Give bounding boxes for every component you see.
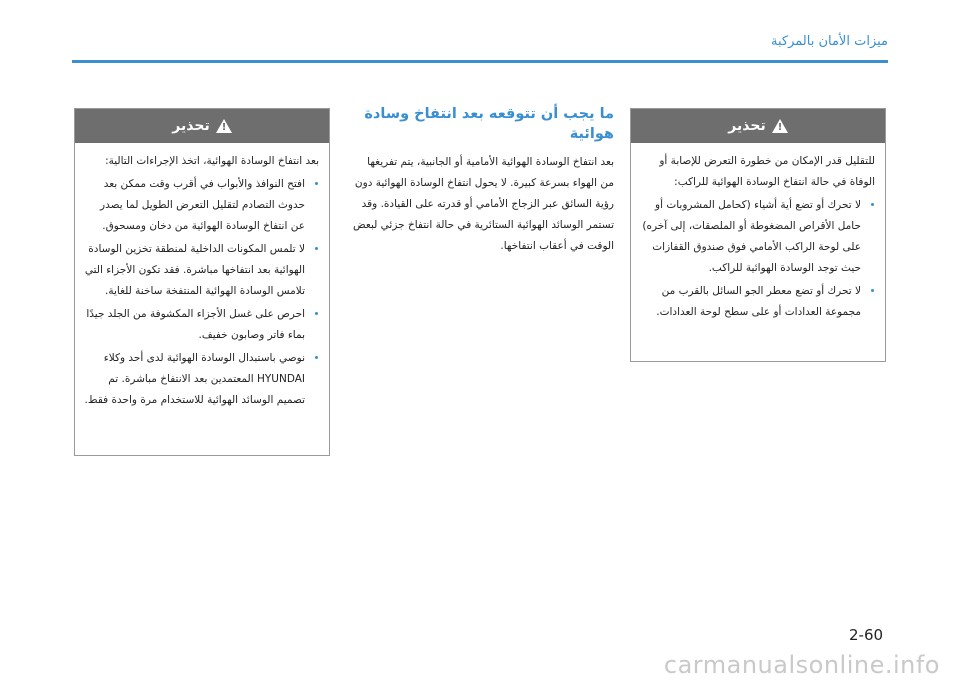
chapter-title: ميزات الأمان بالمركبة xyxy=(771,34,888,49)
warning-intro: للتقليل قدر الإمكان من خطورة التعرض للإصابة أو الوفاة في حالة انتفاخ الوسادة الهوائية للراكب: xyxy=(659,155,875,188)
header-rule xyxy=(72,60,888,63)
warning-panel-right-header xyxy=(631,109,885,143)
warning-panel-left-header xyxy=(75,109,329,143)
warning-panel-left xyxy=(74,108,330,456)
warning-item: • لا تلمس المكونات الداخلية لمنطقة تخزين الوسادة الهوائية بعد انتفاخها مباشرة. فقد تكون الأجزاء التي تلامس الوسادة الهوائية المنتفخة ساخنة للغاية. xyxy=(83,239,305,302)
warning-item: • لا تحرك أو تضع معطر الجو السائل بالقرب من مجموعة العدادات أو على سطح لوحة العدادات. xyxy=(639,281,861,323)
warning-item: • افتح النوافذ والأبواب في أقرب وقت ممكن بعد حدوث التصادم لتقليل التعرض الطويل لما يصدر عن انتفاخ الوسادة الهوائية من دخان ومسحوق. xyxy=(83,174,305,237)
warning-triangle-icon: ! xyxy=(216,119,232,133)
section-title: ما يجب أن تتوقعه بعد انتفاخ وسادة هوائية xyxy=(364,106,614,142)
page-number: 2-60 xyxy=(849,626,884,644)
warning-item: • احرص على غسل الأجزاء المكشوفة من الجلد جيدًا بماء فاتر وصابون خفيف. xyxy=(83,304,305,346)
warning-heading: تحذير xyxy=(728,118,766,134)
section-body: بعد انتفاخ الوسادة الهوائية الأمامية أو الجانبية، يتم تفريغها من الهواء بسرعة كبيرة. لا يحول انتفاخ الوسادة الهوائية دون رؤية السائق عبر الزجاج الأمامي أو قدرته على القيادة. وقد تستمر الوسائد الهوائية الستائرية في حالة انتفاخ جزئي لبعض الوقت في أعقاب انتفاخها. xyxy=(353,156,614,252)
warning-panel-left-body xyxy=(75,143,329,419)
warning-intro: بعد انتفاخ الوسادة الهوائية، اتخذ الإجراءات التالية: xyxy=(105,155,319,167)
warning-panel-right xyxy=(630,108,886,362)
warning-list xyxy=(83,174,319,411)
watermark: carmanualsonline.info xyxy=(663,651,940,679)
warning-panel-right-body xyxy=(631,143,885,331)
warning-list xyxy=(639,195,875,323)
warning-heading: تحذير xyxy=(172,118,210,134)
warning-item: • نوصي باستبدال الوسادة الهوائية لدى أحد وكلاء HYUNDAI المعتمدين بعد الانتفاخ مباشرة. تم تصميم الوسائد الهوائية للاستخدام مرة واحدة فقط. xyxy=(83,348,305,411)
warning-triangle-icon: ! xyxy=(772,119,788,133)
warning-item: • لا تحرك أو تضع أية أشياء (كحامل المشروبات أو حامل الأقراص المضغوطة أو الملصقات، إلى آخره) على لوحة الراكب الأمامي فوق صندوق القفازات حيث توجد الوسادة الهوائية للراكب. xyxy=(639,195,861,279)
middle-section xyxy=(352,104,614,257)
